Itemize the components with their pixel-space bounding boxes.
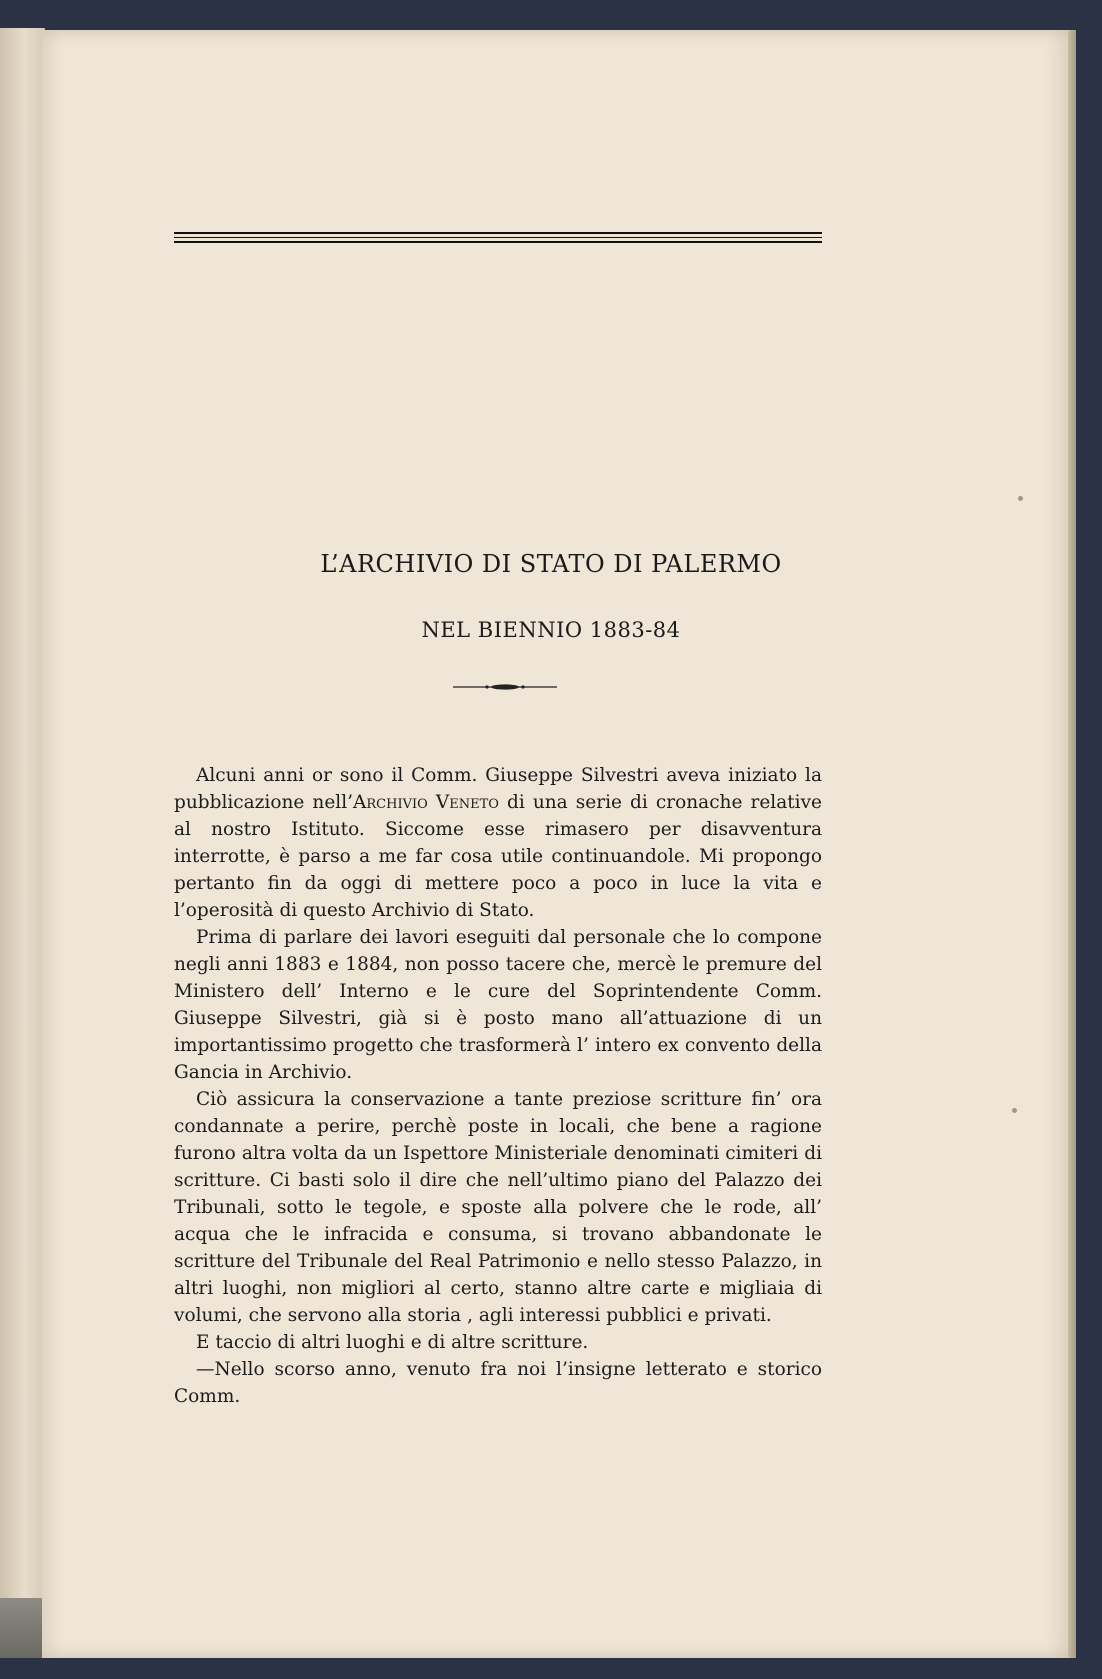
paragraph-5: —Nello scorso anno, venuto fra noi l’insigne letterato e storico Comm.: [174, 1359, 822, 1407]
ornament-divider: [453, 682, 557, 692]
journal-name: Archivio Veneto: [353, 792, 499, 813]
paragraph-2: Prima di parlare dei lavori eseguiti dal personale che lo compone negli anni 1883 e 1884, non posso tacere che, mercè le premure del Ministero dell’ Interno e le cure del Soprintendente Comm. Giuseppe Silvestri, già si è posto mano all’attuazione di un importantissimo progetto che trasformerà l’ intero ex convento della Gancia in Archivio.: [174, 927, 822, 1083]
header-rule-bottom: [174, 241, 822, 243]
article-title: L’ARCHIVIO DI STATO DI PALERMO: [320, 550, 782, 578]
article-subtitle: NEL BIENNIO 1883-84: [421, 618, 681, 642]
article-body: [174, 762, 822, 1410]
header-rule-middle: [174, 237, 822, 238]
paragraph-1: Alcuni anni or sono il Comm. Giuseppe Silvestri aveva iniziato la pubblicazione nell’Archivio Veneto di una serie di cronache relative al nostro Istituto. Siccome esse rimasero per disavventura interrotte, è parso a me far cosa utile continuandole. Mi propongo pertanto fin da oggi di mettere poco a poco in luce la vita e l’operosità di questo Archivio di Stato.: [174, 765, 822, 921]
paragraph-4: E taccio di altri luoghi e di altre scritture.: [196, 1332, 589, 1353]
header-rule-top: [174, 232, 822, 234]
page-fore-edge: [1068, 30, 1076, 1658]
binding-corner: [0, 1598, 44, 1658]
paper-speck: [1018, 496, 1023, 501]
paragraph-3: Ciò assicura la conservazione a tante preziose scritture fin’ ora condannate a perire, perchè poste in locali, che bene a ragione furono altra volta da un Ispettore Ministeriale denominati cimiteri di scritture. Ci basti solo il dire che nell’ultimo piano del Palazzo dei Tribunali, sotto le tegole, e sposte alla polvere che le rode, all’ acqua che le infracida e consuma, si trovano abbandonate le scritture del Tribunale del Real Patrimonio e nello stesso Palazzo, in altri luoghi, non migliori al certo, stanno altre carte e migliaia di volumi, che servono alla storia , agli interessi pubblici e privati.: [174, 1089, 822, 1326]
left-page-edge: [0, 28, 45, 1658]
paper-speck: [1012, 1108, 1017, 1113]
